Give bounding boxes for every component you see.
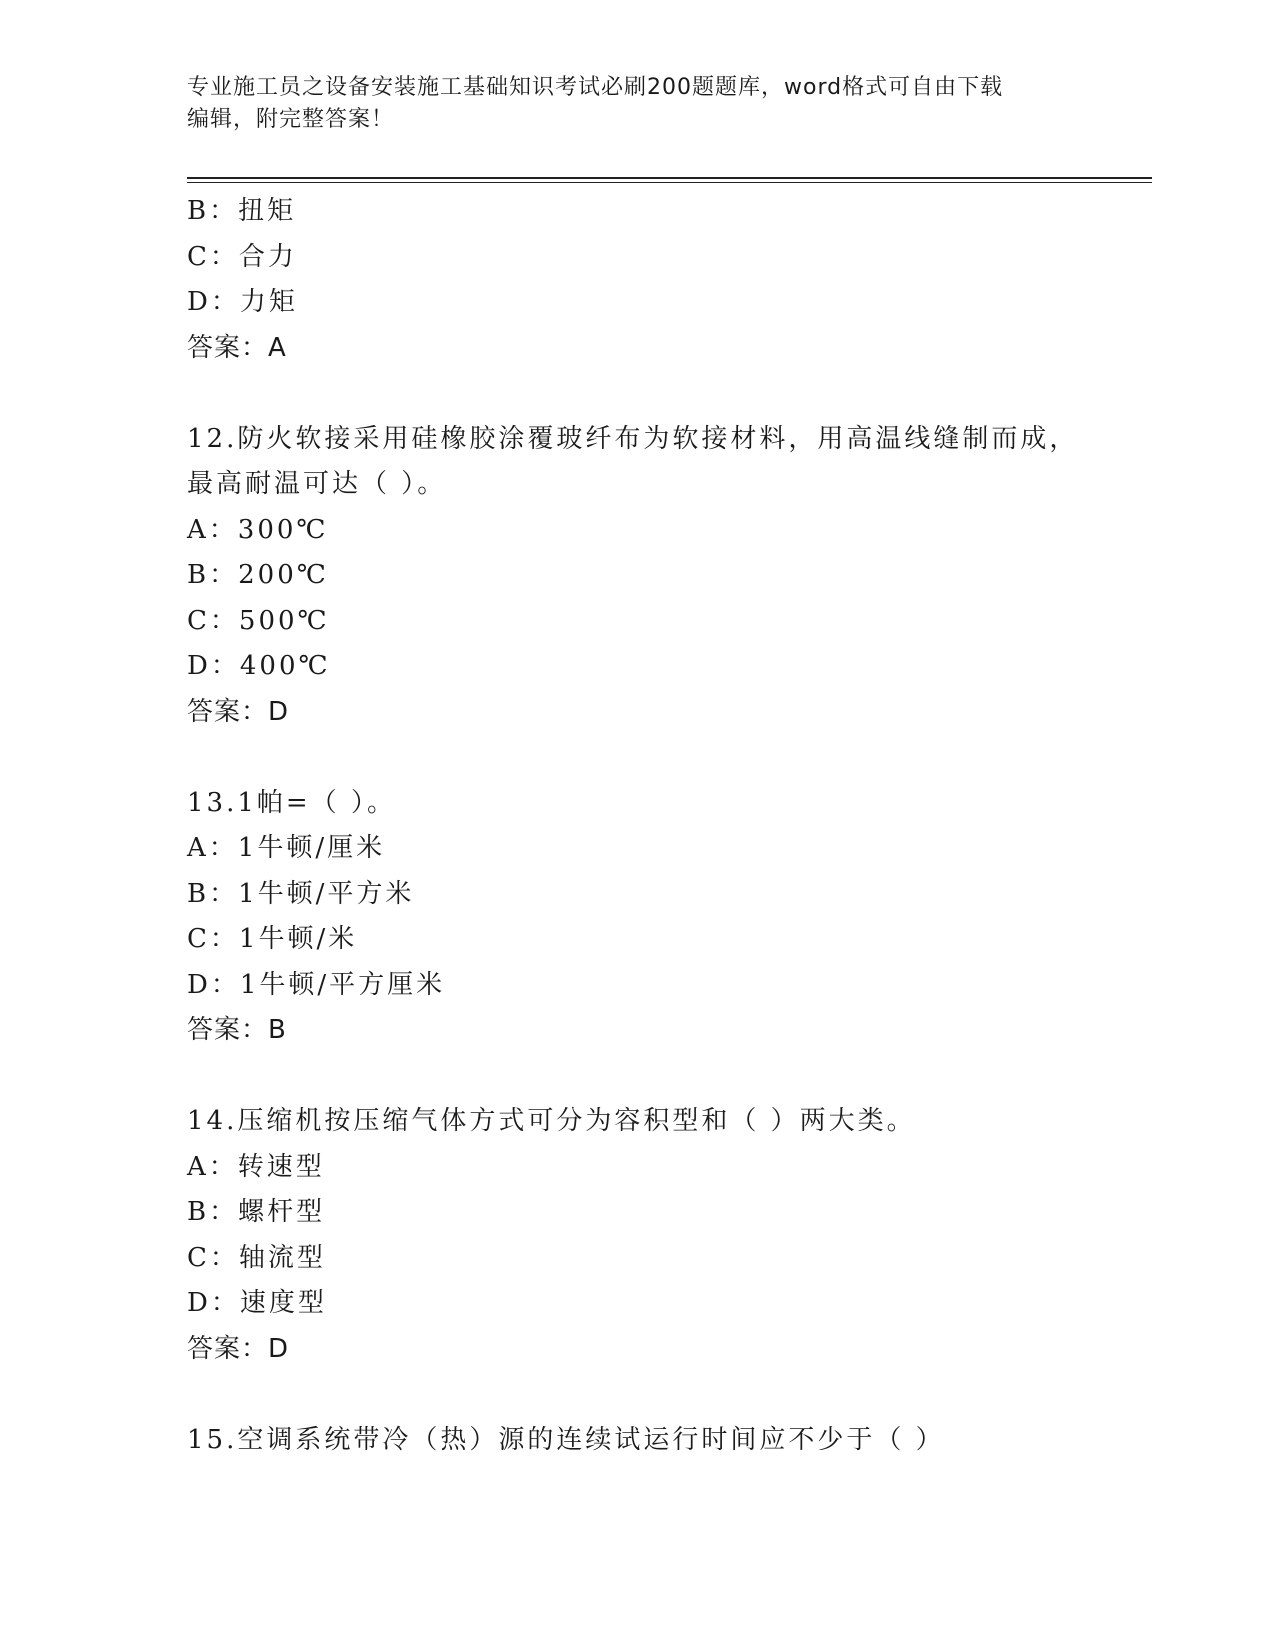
option-b: B：200℃ (187, 560, 329, 590)
option-d: D：力矩 (187, 287, 298, 317)
option-d: D：1牛顿/平方厘米 (187, 969, 446, 1000)
question-11 (187, 189, 1147, 371)
question-13 (187, 781, 1147, 1054)
option-c: C：合力 (187, 241, 297, 272)
question-stem-cont: 最高耐温可达（ ）。 (187, 469, 447, 499)
option-a: A：300℃ (187, 514, 329, 545)
answer-line: 答案：A (187, 332, 287, 363)
option-c: C：500℃ (187, 605, 330, 636)
question-14 (187, 1099, 1147, 1372)
answer-line: 答案：D (187, 1333, 290, 1364)
header-line-1: 专业施工员之设备安装施工基础知识考试必刷200题题库，word格式可自由下载 (187, 75, 1004, 100)
question-stem: 12.防火软接采用硅橡胶涂覆玻纤布为软接材料，用高温线缝制而成， (187, 423, 1079, 454)
question-list (187, 189, 1147, 1463)
question-12 (187, 417, 1147, 736)
header-rule-thick (187, 177, 1152, 179)
answer-line: 答案：B (187, 1015, 287, 1045)
option-b: B：1牛顿/平方米 (187, 878, 415, 909)
document-header (187, 72, 1067, 136)
option-d: D：400℃ (187, 651, 331, 681)
option-d: D：速度型 (187, 1288, 327, 1318)
question-15 (187, 1418, 1147, 1464)
option-a: A：转速型 (187, 1151, 325, 1182)
question-stem: 15.空调系统带冷（热）源的连续试运行时间应不少于（ ） (187, 1424, 945, 1455)
option-b: B：扭矩 (187, 196, 297, 226)
header-rule-thin (187, 182, 1152, 183)
spacer (187, 1372, 1147, 1418)
spacer (187, 735, 1147, 781)
answer-line: 答案：D (187, 696, 290, 727)
option-c: C：1牛顿/米 (187, 924, 358, 954)
question-stem: 14.压缩机按压缩气体方式可分为容积型和（ ）两大类。 (187, 1106, 916, 1136)
option-c: C：轴流型 (187, 1242, 326, 1273)
option-b: B：螺杆型 (187, 1197, 326, 1227)
option-a: A：1牛顿/厘米 (187, 833, 386, 863)
spacer (187, 371, 1147, 417)
header-line-2: 编辑，附完整答案！ (187, 107, 395, 132)
question-stem: 13.1帕=（ ）。 (187, 787, 396, 818)
spacer (187, 1054, 1147, 1100)
